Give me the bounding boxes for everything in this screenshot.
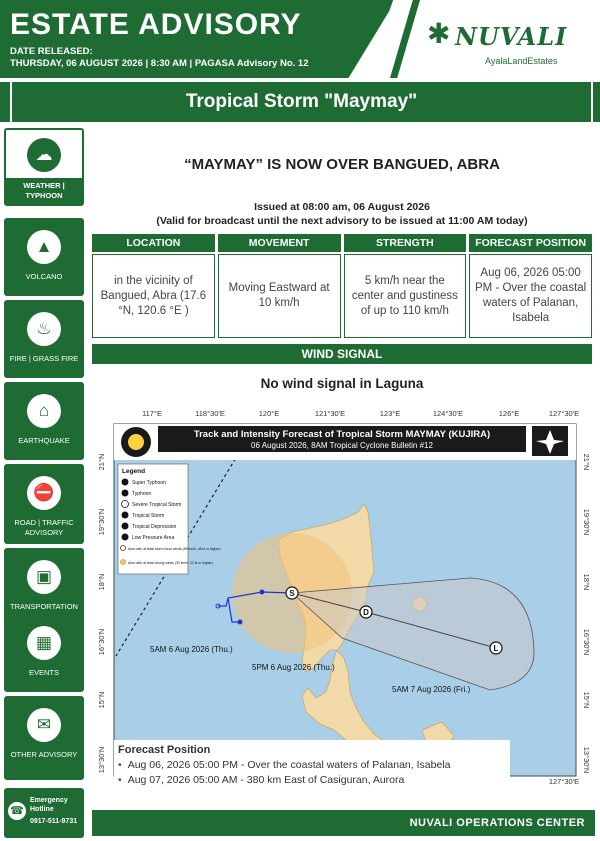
- strong-wind-radius-icon: [121, 560, 126, 565]
- tropical-storm-icon: [122, 512, 129, 519]
- page-title: ESTATE ADVISORY: [10, 8, 302, 41]
- storm-marker-label: S: [289, 589, 295, 598]
- legend-item: Super Typhoon: [132, 480, 166, 486]
- legend-item: Tropical Storm: [132, 513, 165, 519]
- storm-marker-label: L: [493, 644, 499, 653]
- list-item: • Aug 07, 2026 05:00 AM - 380 km East of Casiguran, Aurora: [118, 773, 510, 788]
- nuvali-star-icon: ✱: [427, 18, 451, 49]
- legend-note: Area with at least strong winds (39 km/h, 22 kt or higher): [128, 561, 213, 565]
- typhoon-icon: [122, 490, 129, 497]
- sidebar-item-label: VOLCANO: [25, 272, 63, 281]
- pagasa-sun-icon: [128, 434, 144, 450]
- lat-tick-right: 13°30'N: [582, 746, 591, 774]
- storm-banner: [0, 82, 600, 122]
- location-value: in the vicinity of Bangued, Abra (17.6 °N, 120.6 °E ): [92, 254, 215, 338]
- brand-sub: AyalaLandEstates: [485, 56, 558, 66]
- list-item: • Aug 06, 2026 05:00 PM - Over the coastal waters of Palanan, Isabela: [118, 758, 510, 773]
- sidebar-item-label: EVENTS: [28, 668, 59, 677]
- weather-icon: ☁: [27, 138, 61, 172]
- lon-tick: 117°E: [142, 409, 162, 418]
- lat-tick-right: 15°N: [582, 691, 591, 709]
- storm-info-grid: [92, 234, 592, 338]
- forecast-position-box: [114, 740, 510, 800]
- lat-tick-right: 18°N: [582, 573, 591, 591]
- road-icon: ⛔: [27, 476, 61, 510]
- forecast-value: Aug 06, 2026 05:00 PM - Over the coastal waters of Palanan, Isabela: [469, 254, 592, 338]
- lat-tick: 15°N: [97, 691, 106, 709]
- sidebar-item-label: ROAD | TRAFFIC ADVISORY: [14, 518, 74, 537]
- emergency-hotline[interactable]: [4, 788, 84, 838]
- lat-tick-right: 16°30'N: [582, 628, 591, 656]
- lat-tick: 19°30'N: [97, 508, 106, 536]
- forecast-header: FORECAST POSITION: [469, 234, 592, 252]
- lat-tick: 13°30'N: [97, 746, 106, 774]
- sidebar-item-volcano[interactable]: [4, 218, 84, 296]
- sidebar-item-earthquake[interactable]: [4, 382, 84, 460]
- legend-item: Tropical Depression: [132, 524, 177, 530]
- released-label: DATE RELEASED:: [10, 46, 93, 57]
- sidebar-item-fire[interactable]: [4, 300, 84, 378]
- super-typhoon-icon: [122, 479, 129, 486]
- lon-tick: 127°30'E: [548, 409, 580, 418]
- lon-tick: 120°E: [258, 409, 280, 418]
- legend-note: Area with at least storm-force winds (89 km/h, 48 kt or higher): [128, 547, 221, 551]
- sidebar-item-events[interactable]: [4, 614, 84, 692]
- lat-tick: 21°N: [97, 453, 106, 471]
- map-title: Track and Intensity Forecast of Tropical Storm MAYMAY (KUJIRA): [193, 429, 491, 440]
- sidebar-item-label: FIRE | GRASS FIRE: [9, 354, 79, 363]
- severe-tropical-storm-icon: [122, 501, 129, 508]
- track-label: 5AM 7 Aug 2026 (Fri.): [392, 685, 471, 694]
- movement-header: MOVEMENT: [218, 234, 341, 252]
- lon-tick: 118°30'E: [195, 409, 225, 418]
- past-position-dot: [260, 590, 265, 595]
- bus-icon: ▣: [27, 560, 61, 594]
- legend-item: Low Pressure Area: [132, 535, 175, 541]
- tropical-depression-icon: [122, 523, 129, 530]
- legend-item: Severe Tropical Storm: [132, 502, 182, 508]
- legend-item: Typhoon: [132, 491, 152, 497]
- hotline-number: 0917-511-9731: [30, 818, 78, 825]
- volcano-icon: ▲: [27, 230, 61, 264]
- sidebar: [0, 128, 86, 841]
- low-pressure-area-icon: [122, 534, 129, 541]
- sidebar-item-label: OTHER ADVISORY: [10, 750, 78, 759]
- released-value: THURSDAY, 06 AUGUST 2026 | 8:30 AM | PAGASA Advisory No. 12: [10, 58, 309, 69]
- wind-signal-header: WIND SIGNAL: [92, 344, 592, 364]
- storm-marker-label: D: [363, 608, 369, 617]
- lon-tick-bottom: 127°30'E: [548, 777, 580, 786]
- sidebar-item-label: TRANSPORTATION: [10, 602, 78, 611]
- sidebar-item-label: WEATHER | TYPHOON: [6, 178, 82, 204]
- strength-value: 5 km/h near the center and gustiness of up to 110 km/h: [344, 254, 467, 338]
- lon-tick: 126°E: [498, 409, 520, 418]
- movement-value: Moving Eastward at 10 km/h: [218, 254, 341, 338]
- megaphone-icon: ✉: [27, 708, 61, 742]
- forecast-position-list: [114, 758, 510, 788]
- footer-bar: NUVALI OPERATIONS CENTER: [92, 810, 595, 836]
- nuvali-logo: [425, 16, 590, 71]
- calendar-icon: ▦: [27, 626, 61, 660]
- sidebar-item-weather[interactable]: [4, 128, 84, 206]
- past-position-dot: [238, 620, 243, 625]
- forecast-position-title: Forecast Position: [118, 744, 211, 756]
- lat-tick: 16°30'N: [97, 628, 106, 656]
- sidebar-item-other[interactable]: [4, 696, 84, 780]
- phone-icon: ☎: [8, 802, 26, 820]
- brand-name: NUVALI: [455, 22, 568, 51]
- valid-until: (Valid for broadcast until the next advisory to be issued at 11:00 AM today): [156, 215, 528, 227]
- track-label: 5AM 6 Aug 2026 (Thu.): [150, 645, 233, 654]
- location-header: LOCATION: [92, 234, 215, 252]
- issued-info: [92, 200, 592, 228]
- wind-signal-value: No wind signal in Laguna: [260, 376, 424, 391]
- track-label: 5PM 6 Aug 2026 (Thu.): [252, 663, 335, 672]
- lon-tick: 121°30'E: [314, 409, 346, 418]
- sidebar-item-label: EARTHQUAKE: [18, 436, 70, 445]
- fire-icon: ♨: [27, 312, 61, 346]
- advisory-headline: “MAYMAY” IS NOW OVER BANGUED, ABRA: [184, 156, 500, 173]
- release-info: [10, 46, 309, 70]
- lon-tick: 123°E: [379, 409, 401, 418]
- earthquake-icon: ⌂: [27, 394, 61, 428]
- lat-tick-right: 21°N: [582, 453, 591, 471]
- map-subtitle: 06 August 2026, 8AM Tropical Cyclone Bulletin #12: [251, 441, 433, 450]
- header: [0, 0, 600, 78]
- storm-title: Tropical Storm "Maymay": [10, 82, 593, 122]
- legend-title: Legend: [122, 468, 146, 475]
- strength-header: STRENGTH: [344, 234, 467, 252]
- hotline-title: Emergency Hotline: [30, 797, 68, 813]
- lat-tick-right: 19°30'N: [582, 508, 591, 536]
- lat-tick: 18°N: [97, 573, 106, 591]
- sidebar-item-road[interactable]: [4, 464, 84, 544]
- lon-tick: 124°30'E: [432, 409, 464, 418]
- issued-time: Issued at 08:00 am, 06 August 2026: [254, 201, 430, 213]
